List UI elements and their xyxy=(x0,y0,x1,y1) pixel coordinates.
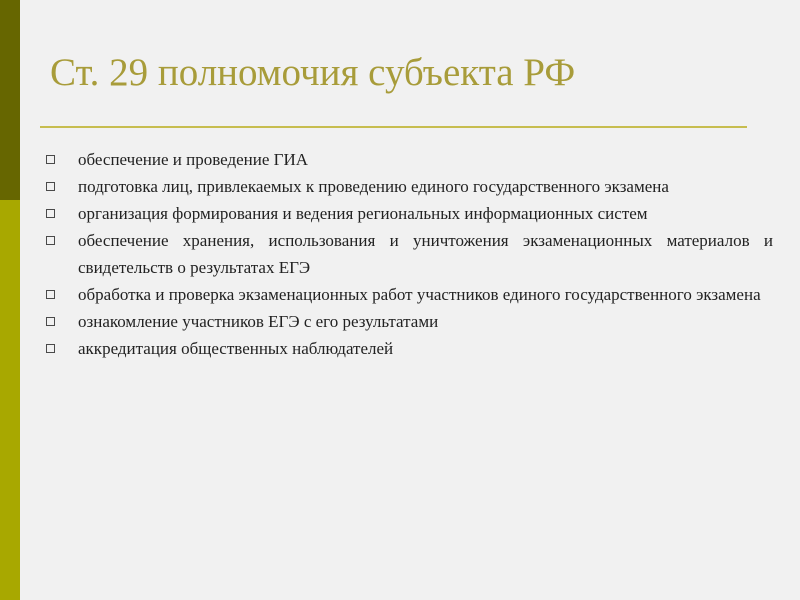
bullet-item xyxy=(46,200,773,227)
hollow-square-icon xyxy=(46,344,55,353)
bullet-text: подготовка лиц, привлекаемых к проведению единого государственного экзамена xyxy=(78,177,669,196)
slide-title: Ст. 29 полномочия субъекта РФ xyxy=(50,51,576,94)
side-accent-bar-dark-segment xyxy=(0,0,20,200)
hollow-square-icon xyxy=(46,182,55,191)
bullet-item xyxy=(46,173,773,200)
bullet-text: обработка и проверка экзаменационных работ участников единого государственного экзамена xyxy=(78,285,761,304)
side-accent-bar xyxy=(0,0,20,600)
bullet-text: аккредитация общественных наблюдателей xyxy=(78,339,394,358)
hollow-square-icon xyxy=(46,209,55,218)
bullet-text: обеспечение хранения, использования и уничтожения экзаменационных материалов и свидетельств о результатах ЕГЭ xyxy=(78,231,773,277)
bullet-item xyxy=(46,227,773,281)
title-underline-rule xyxy=(40,126,747,128)
bullet-item xyxy=(46,146,773,173)
bullet-item xyxy=(46,281,773,308)
bullet-item xyxy=(46,308,773,335)
hollow-square-icon xyxy=(46,155,55,164)
bullet-text: ознакомление участников ЕГЭ с его результатами xyxy=(78,312,439,331)
side-accent-bar-light-segment xyxy=(0,200,20,600)
hollow-square-icon xyxy=(46,290,55,299)
bullet-text: организация формирования и ведения региональных информационных систем xyxy=(78,204,648,223)
bullet-text: обеспечение и проведение ГИА xyxy=(78,150,309,169)
bullet-item xyxy=(46,335,773,362)
bullet-list xyxy=(46,146,773,362)
hollow-square-icon xyxy=(46,236,55,245)
hollow-square-icon xyxy=(46,317,55,326)
